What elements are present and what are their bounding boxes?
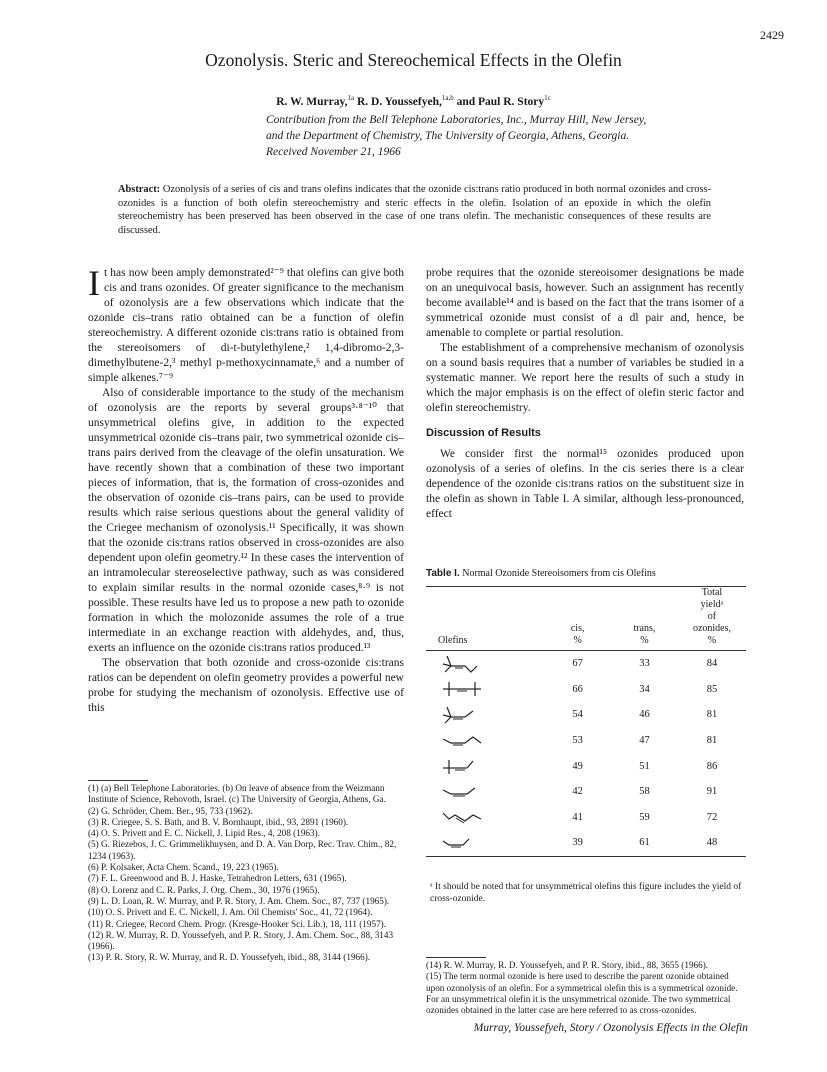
trans-percent: 61 [611,830,678,856]
cis-percent: 41 [572,811,583,823]
trans-percent: 58 [639,786,650,798]
total-yield: 91 [706,786,718,798]
reference: (6) P. Kolsaker, Acta Chem. Scand., 19, 223 (1965). [88,862,279,873]
table-row [426,702,746,728]
cis-percent: 54 [572,709,583,721]
olefin-structure [426,651,544,677]
abstract [118,183,711,237]
cis-percent: 67 [572,658,583,670]
reference: (8) O. Lorenz and C. R. Parks, J. Org. Chem., 30, 1976 (1965). [88,884,320,895]
running-footer: Murray, Youssefyeh, Story / Ozonolysis Effects in the Olefin [473,1022,748,1034]
olefin-structure [426,779,544,805]
table-row [426,677,746,703]
table-row [426,805,746,831]
footnote-rule-left [88,780,148,781]
olefin-structure [426,702,544,728]
reference: (5) G. Riezebos, J. C. Grimmelikhuysen, and D. A. Van Dorp, Rec. Trav. Chim., 82, 1234 (1963). [88,839,397,861]
total-yield: 86 [706,760,718,772]
received-date: Received November 21, 1966 [266,146,401,158]
table-row [426,728,746,754]
paragraph-4: probe requires that the ozonide stereoisomer designations be made on an unequivocal basis, however. Such an assignment has recently become available¹⁴ and is based on the fact that the trans isomer of a symmetrical ozonide must consist of a dl pair and, hence, be amenable to complete or partial resolution. [426,267,744,339]
paragraph-2: Also of considerable importance to the study of the mechanism of ozonolysis are the reports by several groups³·⁸⁻¹⁰ that unsymmetrical olefins give, in addition to the expected unsymmetrical ozonide cis–trans pair, two symmetrical ozonide cis–trans pairs derived from the cleavage of the olefin unsaturation. We have recently shown that a combination of these two important pieces of information, that is, the formation of cross-ozonides and the observation of ozonide cis–trans pairs, can be used to provide results which raise serious questions about the general validity of the Criegee mechanism of ozonolysis.¹¹ Specifically, it was shown that the ozonide cis:trans ratios observed in cross-ozonides are also dependent upon olefin geometry.¹² In these cases the intervention of an intramolecular stereoselective pathway, such as was considered to explain similar results in the normal ozonide cases,⁸·⁹ is not possible. These results have led us to propose a new path to ozonide formation in which the molozonide assumes the role of a true intermediate in an exchange reaction with aldehydes, and, thus, exerts an influence on the ozonide cis:trans ratios produced.¹³ [88,387,404,654]
table-row [426,779,746,805]
cis-percent: 49 [572,760,583,772]
olefin-structure [426,830,544,856]
table-1 [426,586,746,857]
olefin-structure [426,753,544,779]
table-footnote: ᵃ It should be noted that for unsymmetrical olefins this figure includes the yield of cross-ozonide. [430,882,742,904]
reference: (4) O. S. Privett and E. C. Nickell, J. Lipid Res., 4, 208 (1963). [88,828,320,839]
author-3: and Paul R. Story [453,95,545,108]
reference: (11) R. Criegee, Record Chem. Progr. (Kresge-Hooker Sci. Lib.), 18, 111 (1957). [88,918,387,929]
trans-percent: 51 [639,760,650,772]
reference: (3) R. Criegee, S. S. Bath, and B. V. Bornhaupt, ibid., 93, 2891 (1960). [88,816,349,827]
total-yield: 84 [706,658,718,670]
reference: (14) R. W. Murray, R. D. Youssefyeh, and P. R. Story, ibid., 88, 3655 (1966). [426,960,709,970]
reference: (15) The term normal ozonide is here used to describe the parent ozonide obtained upon ozonolysis of an olefin. For a symmetrical olefin this is a symmetrical ozonide. For an unsymmetrical olefin it is the unsymmetrical ozonide. The two symmetrical ozonides obtained in the latter case are here referred to as cross-ozonides. [426,971,738,1016]
affiliation-line-1: Contribution from the Bell Telephone Laboratories, Inc., Murray Hill, New Jersey, [266,114,647,126]
reference: (7) F. L. Greenwood and B. J. Haske, Tetrahedron Letters, 631 (1965). [88,873,347,884]
affiliation-line-2: and the Department of Chemistry, The University of Georgia, Athens, Georgia. [266,130,630,142]
paragraph-1 [88,263,404,386]
affiliation [266,112,746,160]
total-yield: 85 [706,683,718,695]
table-row [426,753,746,779]
author-2-affil: 1a,b [441,94,454,102]
trans-percent: 33 [639,658,650,670]
paragraph-6: We consider first the normal¹⁵ ozonides produced upon ozonolysis of a series of olefins. In the cis series there is a clear dependence of the ozonide cis:trans ratios on the substituent size in the olefin as shown in Table I. A similar, although less-pronounced, effect [426,448,744,520]
table-row [426,830,746,856]
references-left [88,783,404,964]
col-header-trans: trans, % [611,587,678,651]
table-caption-text: Normal Ozonide Stereoisomers from cis Olefins [459,568,656,579]
body-column-left [88,263,404,716]
total-yield: 48 [678,830,746,856]
page-number: 2429 [760,28,784,42]
cis-percent: 66 [572,683,583,695]
olefin-structure [426,677,544,703]
cis-percent: 53 [572,735,583,747]
table-caption [426,568,746,579]
cis-percent: 42 [572,786,583,798]
table-caption-label: Table I. [426,568,460,579]
article-title: Ozonolysis. Steric and Stereochemical Effects in the Olefin [205,50,622,70]
paragraph-1-text: t has now been amply demonstrated²⁻⁹ that olefins can give both cis and trans ozonides. Of greater significance to the mechanism of ozonolysis are a few observations which indicate that the ozonide cis–trans ratio obtained can be a function of olefin stereochemistry. A different ozonide cis:trans ratio is obtained from the stereoisomers of di-t-butylethylene,² 1,4-dibromo-2,3-dimethylbutene-2,³ methyl p-methoxycinnamate,⁶ and a number of simple alkenes.⁷⁻⁹ [88,267,404,384]
author-1: R. W. Murray, [276,95,348,108]
total-yield: 81 [706,735,718,747]
paragraph-5: The establishment of a comprehensive mechanism of ozonolysis on a sound basis requires that a number of variables be studied in a systematic manner. We report here the results of such a study in which the major emphasis is on the effect of olefin steric factor and olefin stereochemistry. [426,342,744,414]
paragraph-3: The observation that both ozonide and cross-ozonide cis:trans ratios can be dependent on olefin geometry provides a powerful new probe for studying the mechanism of ozonolysis. Effective use of this [88,657,404,714]
col-header-cis: cis, % [544,587,611,651]
reference: (10) O. S. Privett and E. C. Nickell, J. Am. Oil Chemists' Soc., 41, 72 (1964). [88,907,373,918]
author-2: R. D. Youssefyeh, [354,95,442,108]
author-line [0,94,827,108]
trans-percent: 59 [639,811,650,823]
col-header-olefins: Olefins [426,587,544,651]
cis-percent: 39 [544,830,611,856]
total-yield: 72 [706,811,718,823]
reference: (13) P. R. Story, R. W. Murray, and R. D. Youssefyeh, ibid., 88, 3144 (1966). [88,952,371,963]
body-column-right [426,266,744,522]
abstract-label: Abstract: [118,184,161,195]
reference: (9) L. D. Loan, R. W. Murray, and P. R. Story, J. Am. Chem. Soc., 87, 737 (1965). [88,895,390,906]
reference: (2) G. Schröder, Chem. Ber., 95, 733 (1962). [88,805,253,816]
reference: (12) R. W. Murray, R. D. Youssefyeh, and P. R. Story, J. Am. Chem. Soc., 88, 3143 (1966). [88,929,394,952]
olefin-structure [426,805,544,831]
trans-percent: 47 [639,735,650,747]
trans-percent: 46 [639,709,650,721]
footnote-rule-right [426,957,486,958]
references-right [426,960,744,1016]
author-3-affil: 1c [544,94,551,102]
table-row [426,651,746,677]
author-1-affil: 1a [347,94,355,102]
reference: (1) (a) Bell Telephone Laboratories. (b) On leave of absence from the Weizmann Institute of Science, Rehovoth, Israel. (c) The University of Georgia, Athens, Ga. [88,783,386,805]
total-yield: 81 [706,709,718,721]
drop-cap: I [88,263,100,303]
col-header-total-yield: Total yieldᵃ of ozonides, % [678,587,746,651]
olefin-structure [426,728,544,754]
abstract-text: Ozonolysis of a series of cis and trans olefins indicates that the ozonide cis:trans ratio produced in both normal ozonides and cross-ozonides is a function of both olefin stereochemistry and steric effects in the olefin. Isolation of an epoxide in which the olefin stereochemistry has been preserved has been observed in the case of one trans olefin. The mechanistic consequences of these results are discussed. [118,184,711,236]
section-heading: Discussion of Results [426,427,541,439]
trans-percent: 34 [639,683,650,695]
